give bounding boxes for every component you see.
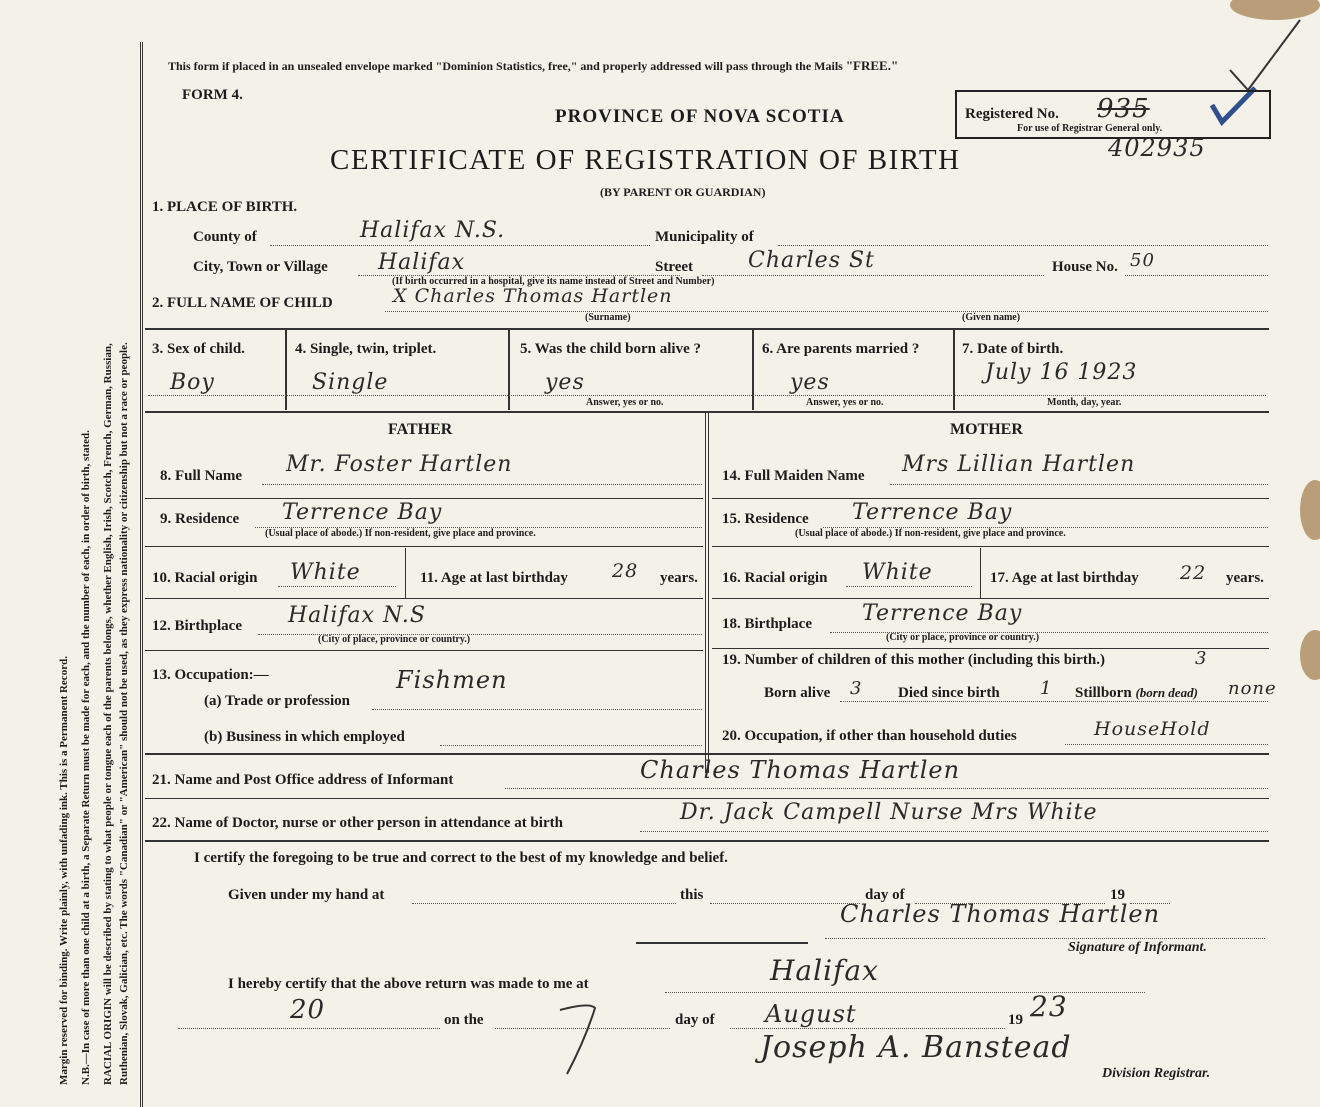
municipality-line	[778, 245, 1268, 246]
answer-note: Answer, yes or no.	[586, 397, 664, 408]
married-value: yes	[790, 370, 830, 395]
mother-name-label: 14. Full Maiden Name	[722, 468, 865, 484]
mother-race-line	[846, 586, 972, 587]
father-race-value: White	[290, 560, 361, 585]
born-alive-count-value: 3	[850, 678, 863, 699]
registered-label: Registered No.	[965, 106, 1059, 122]
doctor-line	[640, 831, 1268, 832]
province-title: PROVINCE OF NOVA SCOTIA	[555, 106, 845, 127]
father-birthplace-label: 12. Birthplace	[152, 618, 242, 634]
handwritten-mark	[555, 1000, 605, 1080]
business-label: (b) Business in which employed	[204, 729, 405, 745]
mother-occupation-line	[1065, 744, 1268, 745]
informant-value: Charles Thomas Hartlen	[640, 756, 961, 784]
day-of-label: day of	[865, 887, 905, 903]
stillborn-label: Stillborn (born dead)	[1075, 685, 1198, 701]
registrar-place-line	[665, 992, 1145, 993]
stillborn-line	[840, 701, 1268, 702]
year-prefix: 19	[1110, 887, 1125, 903]
division-registrar-label: Division Registrar.	[1102, 1066, 1211, 1081]
child-name-line	[385, 311, 1268, 312]
paper-stain	[1300, 480, 1320, 540]
registrar-signature: Joseph A. Banstead	[760, 1030, 1072, 1065]
informant-line	[505, 788, 1268, 789]
given-name-note: (Given name)	[962, 312, 1021, 323]
answer-note: Answer, yes or no.	[806, 397, 884, 408]
handwritten-number: 402935	[1108, 134, 1206, 162]
divider	[712, 546, 1269, 547]
mother-age-label: 17. Age at last birthday	[990, 570, 1139, 586]
side-note-racial: RACIAL ORIGIN will be described by stating to what people or tongue each of the parents belongs, whether English, Irish, Scotch, French, German, Russian,	[102, 343, 114, 1085]
hospital-note: (If birth occurred in a hospital, give its name instead of Street and Number)	[392, 276, 715, 287]
house-label: House No.	[1052, 259, 1118, 275]
street-value: Charles St	[748, 248, 875, 273]
reg-day-value: 20	[290, 995, 326, 1025]
mother-years: years.	[1226, 570, 1264, 586]
mother-name-line	[890, 484, 1268, 485]
divider	[285, 330, 287, 410]
registrar-use-note: For use of Registrar General only.	[1017, 123, 1163, 134]
certificate-subtitle: (BY PARENT OR GUARDIAN)	[600, 185, 766, 199]
registered-box	[955, 90, 1271, 139]
father-race-line	[278, 586, 396, 587]
child-name-value: X Charles Thomas Hartlen	[393, 285, 673, 307]
certify-statement: I certify the foregoing to be true and correct to the best of my knowledge and belief.	[194, 850, 728, 866]
doctor-label: 22. Name of Doctor, nurse or other person in attendance at birth	[152, 815, 563, 831]
father-name-value: Mr. Foster Hartlen	[286, 452, 513, 477]
father-age-label: 11. Age at last birthday	[420, 570, 568, 586]
father-birthplace-value: Halifax N.S	[288, 603, 426, 628]
this-label: this	[680, 887, 704, 903]
divider	[752, 330, 754, 410]
father-race-label: 10. Racial origin	[152, 570, 258, 586]
mother-birthplace-label: 18. Birthplace	[722, 616, 812, 632]
child-name-label: 2. FULL NAME OF CHILD	[152, 295, 333, 311]
this-day-line	[710, 903, 860, 904]
informant-label: 21. Name and Post Office address of Informant	[152, 772, 454, 788]
divider	[145, 753, 1269, 755]
informant-signature-line	[825, 938, 1265, 939]
trade-value: Fishmen	[396, 666, 508, 694]
mother-name-value: Mrs Lillian Hartlen	[902, 452, 1136, 477]
father-occupation-label: 13. Occupation:—	[152, 667, 269, 683]
county-value: Halifax N.S.	[360, 218, 506, 243]
mother-race-value: White	[862, 560, 933, 585]
paper-stain	[1300, 630, 1320, 680]
mother-occupation-label: 20. Occupation, if other than household duties	[722, 728, 1017, 744]
born-alive-value: yes	[545, 370, 585, 395]
divider	[712, 598, 1269, 599]
divider	[145, 498, 703, 499]
stillborn-value: none	[1228, 678, 1277, 699]
mother-race-label: 16. Racial origin	[722, 570, 828, 586]
mother-heading: MOTHER	[950, 421, 1023, 438]
reg-month-value: August	[765, 1000, 857, 1028]
born-alive-count-label: Born alive	[764, 685, 831, 701]
reg-year-value: 23	[1030, 990, 1068, 1023]
mother-birthplace-note: (City or place, province or country.)	[886, 632, 1040, 643]
single-label: 4. Single, twin, triplet.	[295, 341, 437, 357]
mother-birthplace-value: Terrence Bay	[862, 601, 1023, 626]
registrar-statement: I hereby certify that the above return was made to me at	[228, 976, 589, 992]
reg-month-line	[730, 1028, 1005, 1029]
binding-margin-line	[140, 42, 143, 1107]
certificate-title: CERTIFICATE OF REGISTRATION OF BIRTH	[330, 144, 961, 176]
trade-label: (a) Trade or profession	[204, 693, 350, 709]
answer-line	[148, 395, 1266, 396]
divider	[145, 598, 703, 599]
on-the-label: on the	[444, 1012, 484, 1028]
children-count-value: 3	[1195, 648, 1208, 669]
house-line	[1125, 275, 1268, 276]
reg-day-line	[178, 1028, 440, 1029]
side-note-nb: N.B.—In case of more than one child at a birth, a Separate Return must be made for each, and the number of each, in order of birth, stated.	[80, 430, 92, 1085]
divider	[145, 546, 703, 547]
form-number: FORM 4.	[182, 87, 243, 103]
father-residence-label: 9. Residence	[160, 511, 240, 527]
year-prefix-2: 19	[1008, 1012, 1023, 1028]
father-birthplace-note: (City of place, province or country.)	[318, 634, 471, 645]
business-line	[440, 745, 702, 746]
divider	[145, 840, 1269, 842]
mother-residence-value: Terrence Bay	[852, 500, 1013, 525]
divider	[145, 328, 1269, 330]
doctor-value: Dr. Jack Campell Nurse Mrs White	[680, 800, 1098, 825]
dob-note: Month, day, year.	[1047, 397, 1122, 408]
dob-value: July 16 1923	[985, 360, 1138, 385]
given-at-line	[412, 903, 676, 904]
mail-note: This form if placed in an unsealed envelope marked "Dominion Statistics, free," and properly addressed will pass through the Mails "FREE."	[168, 58, 899, 73]
signature-of-informant-label: Signature of Informant.	[1068, 940, 1207, 955]
city-value: Halifax	[378, 250, 466, 275]
city-label: City, Town or Village	[193, 259, 328, 275]
registrar-place-value: Halifax	[770, 954, 879, 987]
divider	[980, 548, 981, 598]
county-label: County of	[193, 229, 257, 245]
side-note-margin: Margin reserved for binding. Write plainly, with unfading ink. This is a Permanent Record.	[58, 656, 70, 1085]
street-label: Street	[655, 259, 694, 275]
divider	[712, 498, 1269, 499]
divider	[145, 650, 703, 651]
died-value: 1	[1040, 678, 1053, 699]
divider	[712, 648, 1269, 649]
trade-line	[372, 709, 702, 710]
divider	[508, 330, 510, 410]
surname-note: (Surname)	[585, 312, 631, 323]
house-value: 50	[1130, 250, 1155, 271]
sex-value: Boy	[170, 370, 215, 395]
county-line	[270, 245, 650, 246]
given-under-label: Given under my hand at	[228, 887, 385, 903]
mother-occupation-value: HouseHold	[1094, 718, 1211, 740]
father-name-line	[262, 484, 702, 485]
sex-label: 3. Sex of child.	[152, 341, 245, 357]
dob-label: 7. Date of birth.	[962, 341, 1064, 357]
divider	[953, 330, 955, 410]
children-count-label: 19. Number of children of this mother (including this birth.)	[722, 652, 1105, 668]
single-value: Single	[312, 370, 389, 395]
father-residence-value: Terrence Bay	[282, 500, 443, 525]
father-abode-note: (Usual place of abode.) If non-resident, give place and province.	[265, 528, 536, 539]
married-label: 6. Are parents married ?	[762, 341, 920, 357]
father-heading: FATHER	[388, 421, 453, 438]
day-of-label-2: day of	[675, 1012, 715, 1028]
mother-age-value: 22	[1180, 562, 1207, 584]
died-label: Died since birth	[898, 685, 1000, 701]
born-alive-label: 5. Was the child born alive ?	[520, 341, 701, 357]
divider	[145, 798, 1269, 799]
side-note-racial-2: Ruthenian, Slovak, Galician, etc. The words "Canadian" or "American" should not be used, as they express nationality or citizenship but not a race or people.	[118, 342, 130, 1085]
place-of-birth-label: 1. PLACE OF BIRTH.	[152, 199, 298, 215]
registered-value: 935	[1097, 94, 1150, 124]
signature-rule	[636, 942, 808, 944]
municipality-label: Municipality of	[655, 229, 754, 245]
street-line	[702, 275, 1044, 276]
father-name-label: 8. Full Name	[160, 468, 243, 484]
mother-residence-label: 15. Residence	[722, 511, 809, 527]
informant-signature: Charles Thomas Hartlen	[840, 900, 1161, 928]
father-years: years.	[660, 570, 698, 586]
father-mother-divider	[705, 413, 709, 773]
mother-abode-note: (Usual place of abode.) If non-resident, give place and province.	[795, 528, 1066, 539]
father-age-value: 28	[612, 560, 639, 582]
divider	[405, 548, 406, 598]
